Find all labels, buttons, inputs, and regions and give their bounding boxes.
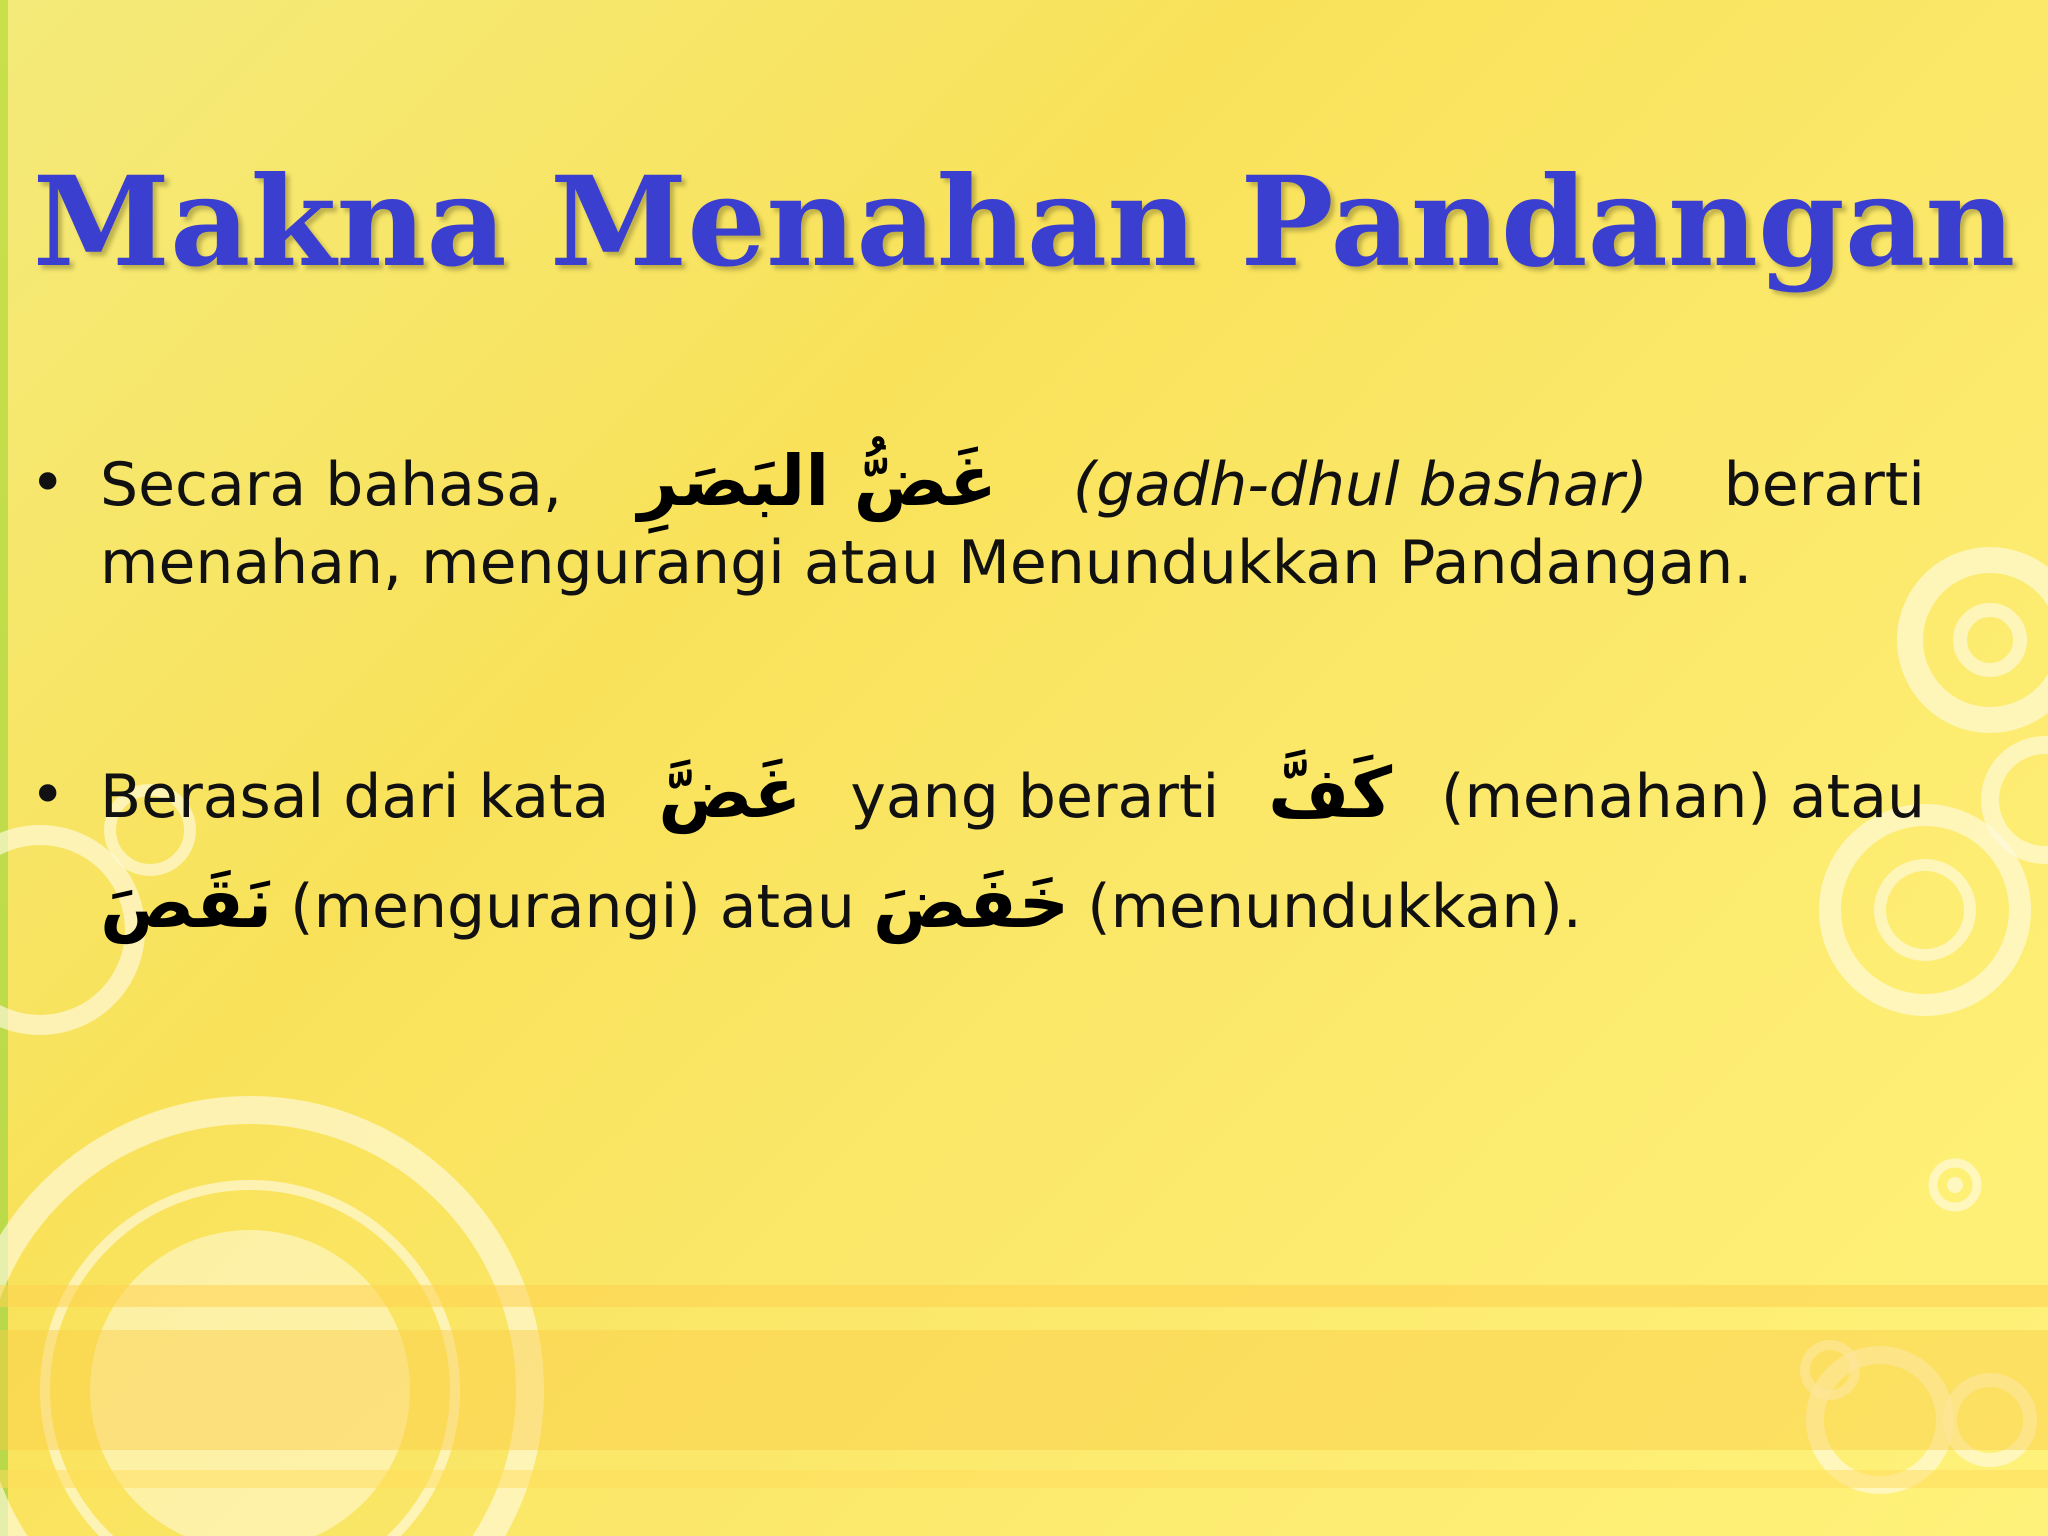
bullet-2-gloss-2: (mengurangi) atau [290, 872, 855, 942]
arabic-term-ghadhul-bashar: غَضُّ البَصَرِ [637, 440, 997, 522]
bullet-1-lead: Secara bahasa, [100, 450, 563, 520]
bullet-1-line-2: menahan, mengurangi atau Menundukkan Pandangan. [100, 528, 1753, 598]
arabic-synonym-khafadha: خَفَضَ [872, 862, 1070, 944]
bullet-1-tail: berarti [1723, 450, 1925, 520]
arabic-root-ghadhdha: غَضَّ [658, 752, 802, 834]
bullet-2-gloss-3: (menundukkan). [1087, 872, 1582, 942]
bullet-1-transliteration: (gadh-dhul bashar) [1072, 450, 1648, 520]
arabic-synonym-naqasa: نَقَصَ [100, 862, 273, 944]
bullet-marker-1: • [30, 448, 66, 518]
slide-title: Makna Menahan Pandangan [32, 150, 2016, 295]
bullet-2-lead: Berasal dari kata [100, 762, 610, 832]
arabic-synonym-kaffa: كَفَّ [1268, 752, 1393, 834]
bullet-1-line-1 [100, 440, 1925, 522]
bullet-2-line-2 [100, 862, 1925, 944]
bullet-2-middle: yang berarti [850, 762, 1220, 832]
bullet-marker-2: • [30, 760, 66, 830]
bullet-2-gloss-1: (menahan) atau [1441, 762, 1925, 832]
bullet-2-line-1 [100, 752, 1925, 834]
